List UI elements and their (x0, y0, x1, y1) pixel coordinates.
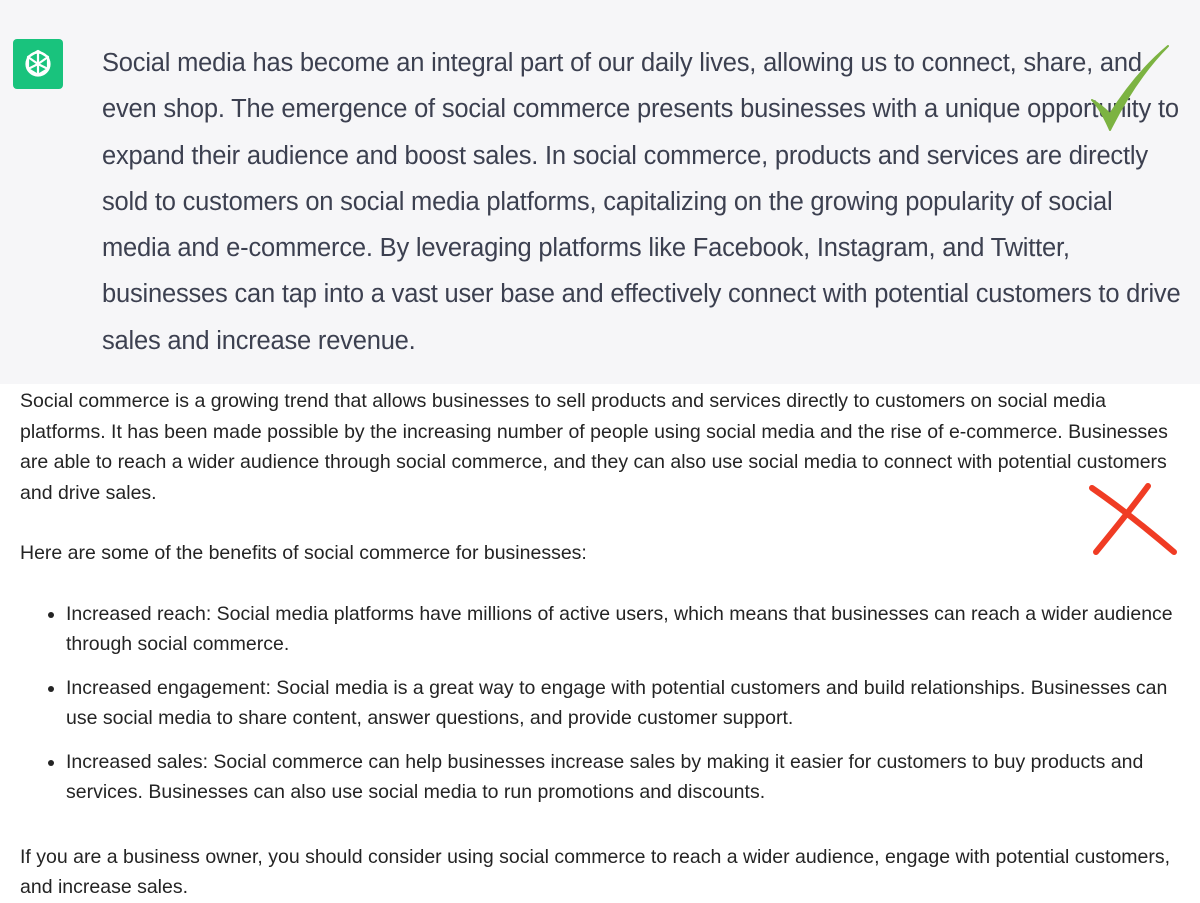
list-item: • Increased reach: Social media platforms have millions of active users, which means that businesses can reach a wider audience through social commerce. (66, 599, 1190, 660)
red-cross-icon (1088, 480, 1180, 560)
alternative-answer-panel (20, 386, 1190, 903)
list-item: • Increased engagement: Social media is a great way to engage with potential customers and build relationships. Businesses can use social media to share content, answer questions, and provide customer support. (66, 673, 1190, 734)
benefits-list (20, 599, 1190, 808)
openai-logo-icon (21, 47, 55, 81)
green-checkmark-icon (1078, 40, 1178, 140)
chatgpt-answer-panel (0, 0, 1200, 384)
intro-paragraph: Social commerce is a growing trend that allows businesses to sell products and services directly to customers on social media platforms. It has been made possible by the increasing number of people using social media and the rise of e-commerce. Businesses are able to reach a wider audience through social commerce, and they can also use social media to connect with potential customers and drive sales. (20, 390, 1168, 504)
list-item: • Increased sales: Social commerce can help businesses increase sales by making it easier for customers to buy products and services. Businesses can also use social media to run promotions and discounts. (66, 747, 1190, 808)
chatgpt-answer-text: Social media has become an integral part of our daily lives, allowing us to connect, share, and even shop. The emergence of social commerce presents businesses with a unique opportunity to expand their audience and boost sales. In social commerce, products and services are directly sold to customers on social media platforms, capitalizing on the growing popularity of social media and e-commerce. By leveraging platforms like Facebook, Instagram, and Twitter, businesses can tap into a vast user base and effectively connect with potential customers to drive sales and increase revenue. (102, 49, 1181, 355)
chatgpt-avatar (13, 39, 63, 89)
closing-paragraph: If you are a business owner, you should consider using social commerce to reach a wider audience, engage with potential customers, and increase sales. (20, 845, 1171, 898)
benefits-heading: Here are some of the benefits of social commerce for businesses: (20, 542, 587, 564)
